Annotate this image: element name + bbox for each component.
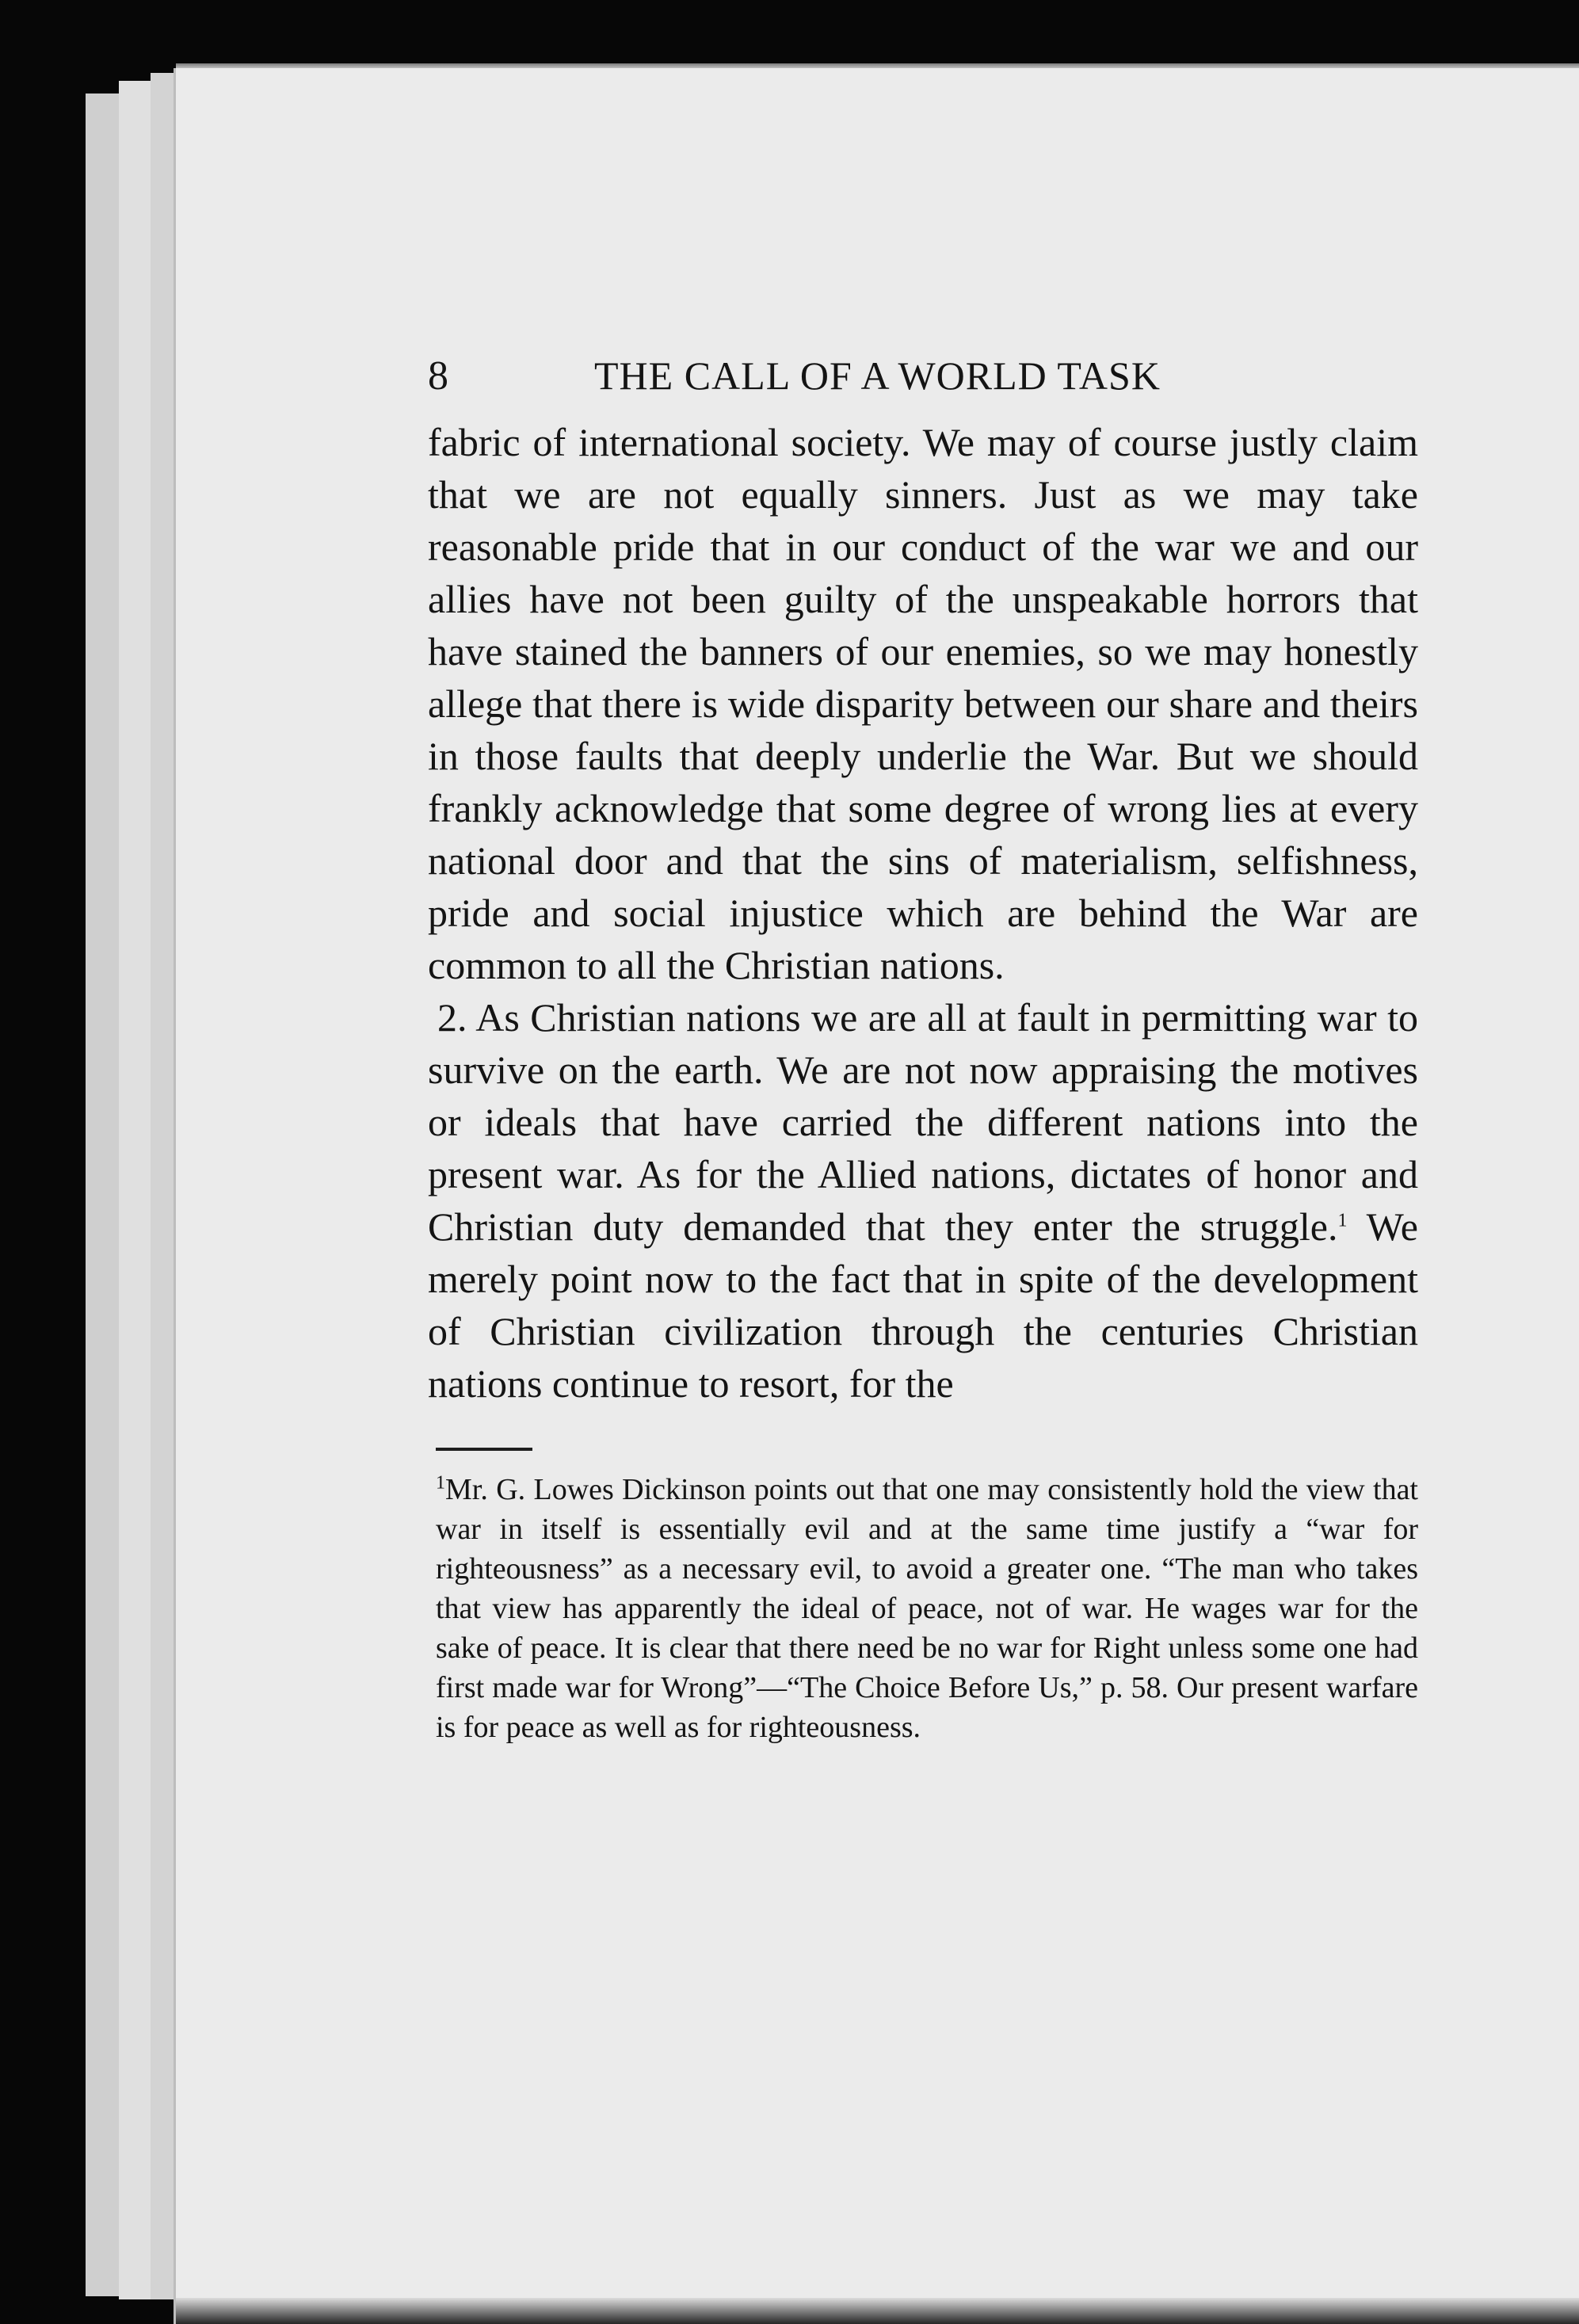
page-number: 8 (428, 353, 448, 399)
paragraph-text: We merely point now to the fact that in spite of the development of Christian civilization through the centuries Christian nations continue to resort, for the (428, 1204, 1418, 1406)
running-title: THE CALL OF A WORLD TASK (594, 353, 1161, 398)
paragraph: fabric of international society. We may of course justly claim that we are not equally sinners. Just as we may take reasonable pride that in our conduct of the war we and our allies have not been guilty of the unspeakable horrors that have stained the banners of our enemies, so we may honestly allege that there is wide disparity between our share and theirs in those faults that deeply underlie the War. But we should frankly acknowledge that some degree of wrong lies at every national door and that the sins of materialism, selfishness, pride and social injustice which are behind the War are common to all the Christian nations. (428, 420, 1418, 987)
body-text (428, 416, 1418, 1410)
paragraph-text: 2. As Christian nations we are all at fault in permitting war to survive on the earth. We are not now appraising the motives or ideals that have carried the different nations into the present war. As for the Allied nations, dictates of honor and Christian duty demanded that they enter the struggle. (428, 995, 1418, 1249)
footnote-text: Mr. G. Lowes Dickinson points out that one may consistently hold the view that war in itself is essentially evil and at the same time justify a “war for righteousness” as a necessary evil, to avoid a greater one. “The man who takes that view has apparently the ideal of peace, not of war. He wages war for the sake of peace. It is clear that there need be no war for Right unless some one had first made war for Wrong”—“The Choice Before Us,” p. 58. Our present warfare is for peace as well as for righteousness. (436, 1473, 1418, 1744)
footnote (436, 1470, 1418, 1747)
text-block (428, 353, 1418, 1747)
paragraph (428, 991, 1418, 1410)
running-head (428, 353, 1418, 416)
footnote-marker: 1 (436, 1472, 445, 1494)
bottom-shadow (176, 2298, 1579, 2324)
footnote-rule (436, 1448, 532, 1451)
footnote-reference: 1 (1337, 1210, 1348, 1231)
